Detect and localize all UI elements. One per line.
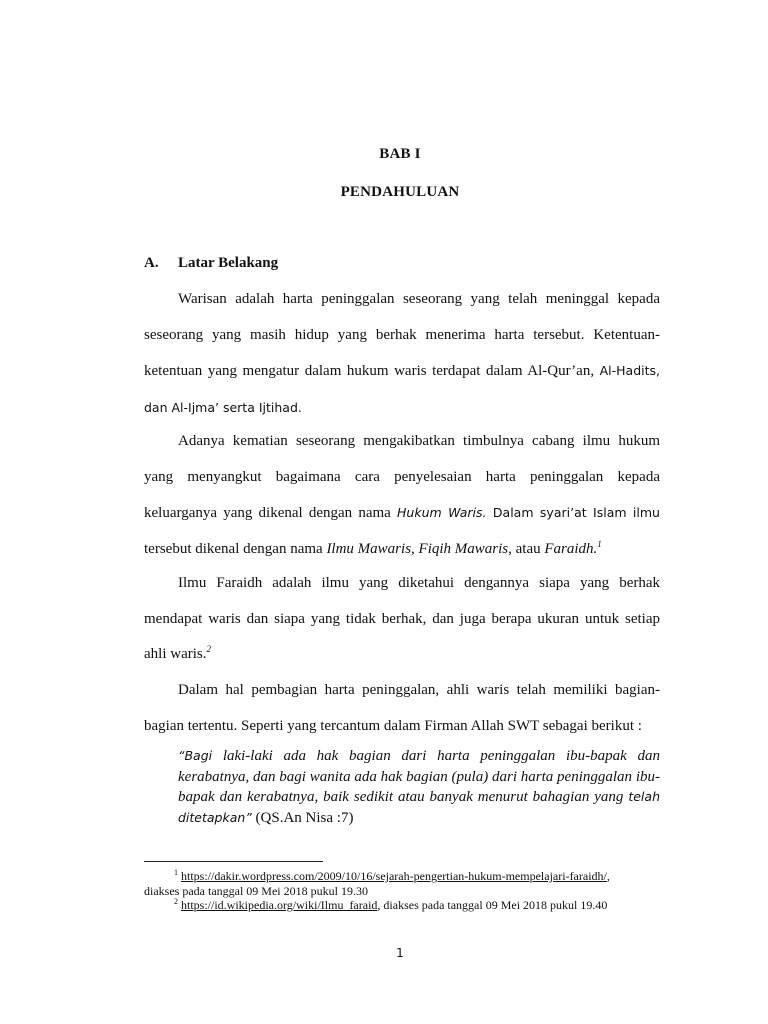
term-hukum-waris: Hukum Waris. xyxy=(397,505,487,520)
footnote-2 xyxy=(144,898,664,913)
footnote-number: 1 xyxy=(174,868,178,877)
paragraph-warisan xyxy=(144,282,660,426)
chapter-heading: BAB I xyxy=(379,146,421,162)
quote-text: telah ditetapkan” xyxy=(178,789,660,825)
footnote-number: 2 xyxy=(174,897,178,906)
footnote-divider xyxy=(144,861,323,862)
footnote-link[interactable]: https://dakir.wordpress.com/2009/10/16/sejarah-pengertian-hukum-mempelajari-faraidh/ xyxy=(181,869,607,883)
footnote-text: diakses pada tanggal 09 Mei 2018 pukul 19.30 xyxy=(144,883,368,898)
paragraph-text: Ilmu Faraidh adalah ilmu yang diketahui dengannya siapa yang berhak mendapat waris dan siapa yang tidak berhak, dan juga berapa ukuran untuk setiap ahli waris. xyxy=(144,575,660,662)
footnote-1 xyxy=(144,869,664,898)
section-number: A. xyxy=(144,255,159,271)
paragraph-text: Dalam hal pembagian harta peninggalan, ahli waris telah memiliki bagian-bagian tertentu. Seperti yang tercantum dalam Firman Allah SWT sebagai berikut : xyxy=(144,682,660,734)
footnote-link[interactable]: https://id.wikipedia.org/wiki/Ilmu_faraid xyxy=(181,898,378,912)
paragraph-text: dan Al-Ijma’ serta Ijtihad. xyxy=(144,399,302,415)
paragraph-text: Dalam syari’at Islam ilmu xyxy=(486,505,660,520)
quote-citation: (QS.An Nisa :7) xyxy=(251,809,354,826)
section-heading xyxy=(144,255,278,272)
paragraph-ilmu-faraidh xyxy=(144,566,660,673)
quote-text: “Bagi xyxy=(178,748,213,763)
term-faraidh: Faraidh. xyxy=(544,540,598,557)
page-number: 1 xyxy=(396,946,404,960)
footnote-text: , diakses pada tanggal 09 Mei 2018 pukul 19.40 xyxy=(377,898,608,912)
paragraph-text: Al-Hadits, xyxy=(599,363,660,378)
paragraph-text: Adanya kematian seseorang mengakibatkan timbulnya cabang ilmu hukum yang menyangkut bagaimana cara penyelesaian harta peninggalan kepada keluarganya yang dikenal dengan nama xyxy=(144,433,660,521)
paragraph-pembagian xyxy=(144,673,660,744)
footnote-ref-2[interactable]: 2 xyxy=(206,644,211,654)
footnote-ref-1[interactable]: 1 xyxy=(597,538,602,549)
paragraph-kematian xyxy=(144,424,660,567)
footnote-text: , xyxy=(606,869,610,883)
chapter-title: PENDAHULUAN xyxy=(340,184,460,200)
paragraph-text: tersebut dikenal dengan nama xyxy=(144,540,327,557)
paragraph-text: Warisan adalah harta peninggalan seseorang yang telah meninggal kepada seseorang yang masih hidup yang berhak menerima harta tersebut. Ketentuan-ketentuan yang mengatur dalam hukum waris terdapat dalam Al-Qur’an, xyxy=(144,291,660,379)
section-title: Latar Belakang xyxy=(178,255,279,271)
quran-quote xyxy=(178,746,660,828)
term-ilmu-mawaris: Ilmu Mawaris, Fiqih Mawaris, xyxy=(326,540,512,557)
quote-text: laki-laki ada hak bagian dari harta peninggalan ibu-bapak dan kerabatnya, dan bagi wanita ada hak bagian (pula) dari harta peninggalan ibu-bapak dan kerabatnya, baik sedikit atau banyak menurut bahagian yang xyxy=(178,748,660,805)
paragraph-text: atau xyxy=(511,540,545,557)
